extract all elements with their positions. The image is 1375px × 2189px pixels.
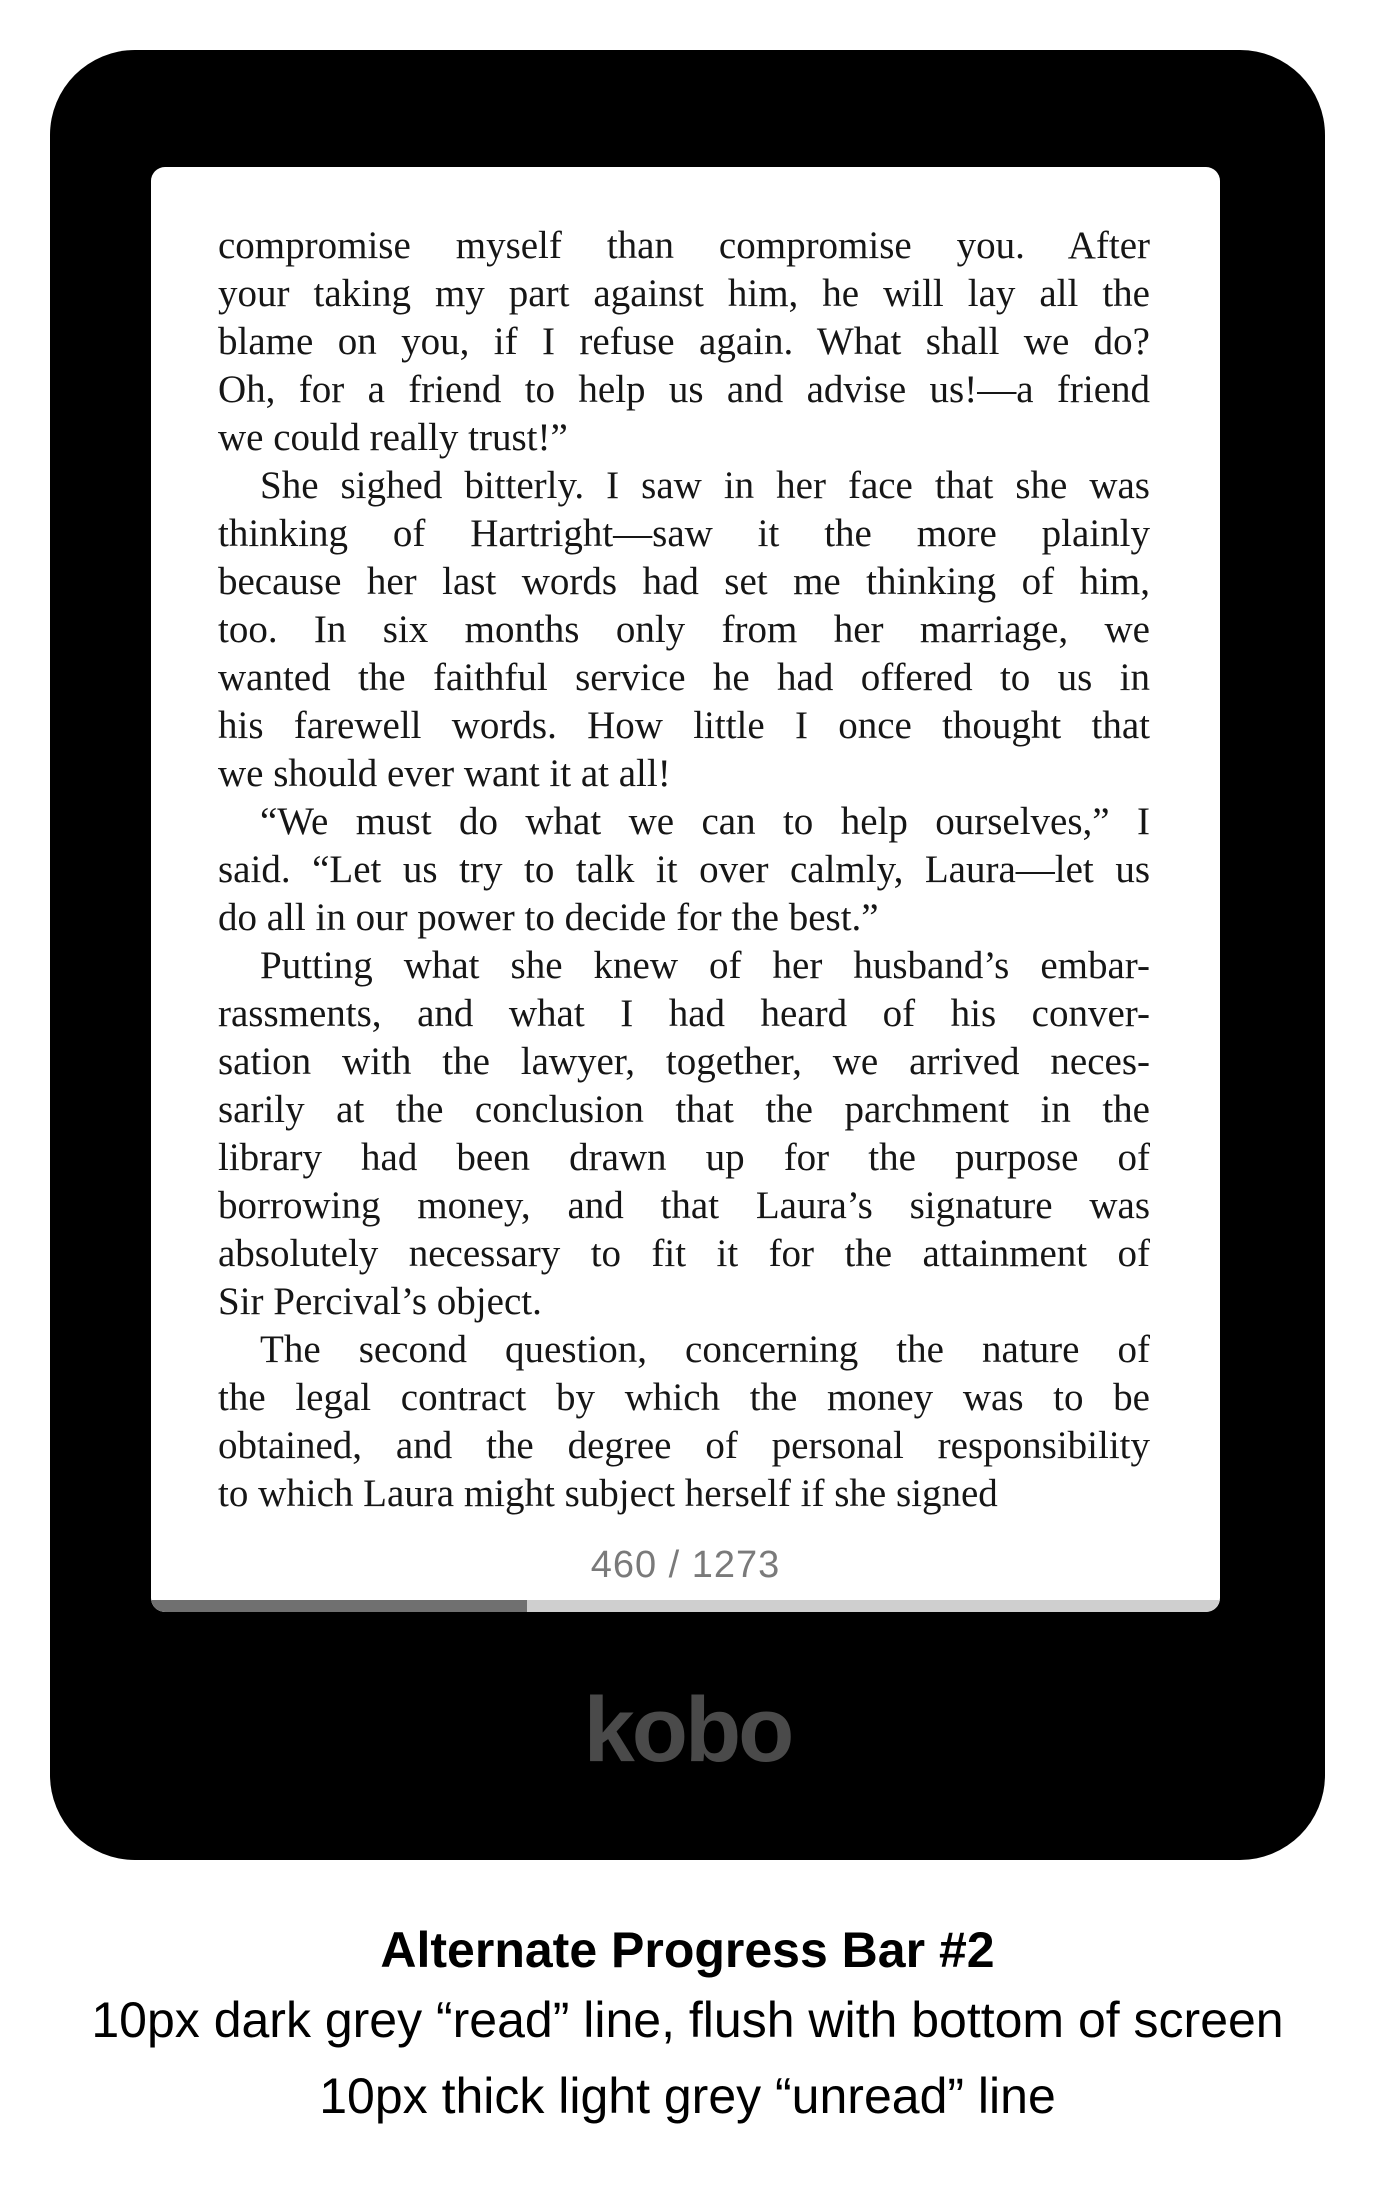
book-text[interactable] bbox=[218, 222, 1150, 1518]
book-text-line: to which Laura might subject herself if she signed bbox=[218, 1472, 998, 1515]
book-text-line: She sighed bitterly. I saw in her face that she was bbox=[260, 464, 1150, 507]
book-text-line: do all in our power to decide for the best.” bbox=[218, 896, 879, 939]
progress-bar-unread bbox=[151, 1600, 1220, 1612]
book-text-line: wanted the faithful service he had offered to us in bbox=[218, 656, 1150, 699]
book-text-line: sation with the lawyer, together, we arrived neces- bbox=[218, 1040, 1150, 1083]
book-text-line: blame on you, if I refuse again. What shall we do? bbox=[218, 320, 1150, 363]
book-text-line: “We must do what we can to help ourselves,” I bbox=[260, 800, 1150, 843]
book-text-line: we could really trust!” bbox=[218, 416, 568, 459]
caption-line-unread: 10px thick light grey “unread” line bbox=[319, 2068, 1056, 2124]
book-text-line: rassments, and what I had heard of his conver- bbox=[218, 992, 1150, 1035]
book-text-line: said. “Let us try to talk it over calmly, Laura—let us bbox=[218, 848, 1150, 891]
book-text-line: the legal contract by which the money was to be bbox=[218, 1376, 1150, 1419]
book-text-line: your taking my part against him, he will lay all the bbox=[218, 272, 1150, 315]
book-text-line: Putting what she knew of her husband’s embar- bbox=[260, 944, 1150, 987]
ereader-device-frame bbox=[50, 50, 1325, 1860]
page-counter: 460 / 1273 bbox=[590, 1544, 781, 1586]
book-text-line: obtained, and the degree of personal responsibility bbox=[218, 1424, 1150, 1467]
book-text-line: because her last words had set me thinking of him, bbox=[218, 560, 1150, 603]
caption-title: Alternate Progress Bar #2 bbox=[380, 1922, 995, 1978]
kobo-logo: kobo bbox=[583, 1679, 792, 1781]
book-text-line: compromise myself than compromise you. After bbox=[218, 224, 1150, 267]
caption-line-read: 10px dark grey “read” line, flush with bottom of screen bbox=[91, 1992, 1284, 2048]
book-text-line: absolutely necessary to fit it for the attainment of bbox=[218, 1232, 1150, 1275]
book-text-line: thinking of Hartright—saw it the more plainly bbox=[218, 512, 1150, 555]
book-text-line: The second question, concerning the nature of bbox=[260, 1328, 1150, 1371]
book-text-line: library had been drawn up for the purpose of bbox=[218, 1136, 1150, 1179]
book-text-line: borrowing money, and that Laura’s signature was bbox=[218, 1184, 1150, 1227]
progress-bar-read bbox=[151, 1600, 527, 1612]
book-text-line: too. In six months only from her marriage, we bbox=[218, 608, 1150, 651]
book-text-line: sarily at the conclusion that the parchment in the bbox=[218, 1088, 1150, 1131]
book-text-line: his farewell words. How little I once thought that bbox=[218, 704, 1150, 747]
book-text-line: Oh, for a friend to help us and advise us!—a friend bbox=[218, 368, 1150, 411]
book-text-line: Sir Percival’s object. bbox=[218, 1280, 542, 1323]
caption-block bbox=[0, 1918, 1375, 2134]
ereader-screen[interactable] bbox=[151, 167, 1220, 1612]
book-text-line: we should ever want it at all! bbox=[218, 752, 671, 795]
